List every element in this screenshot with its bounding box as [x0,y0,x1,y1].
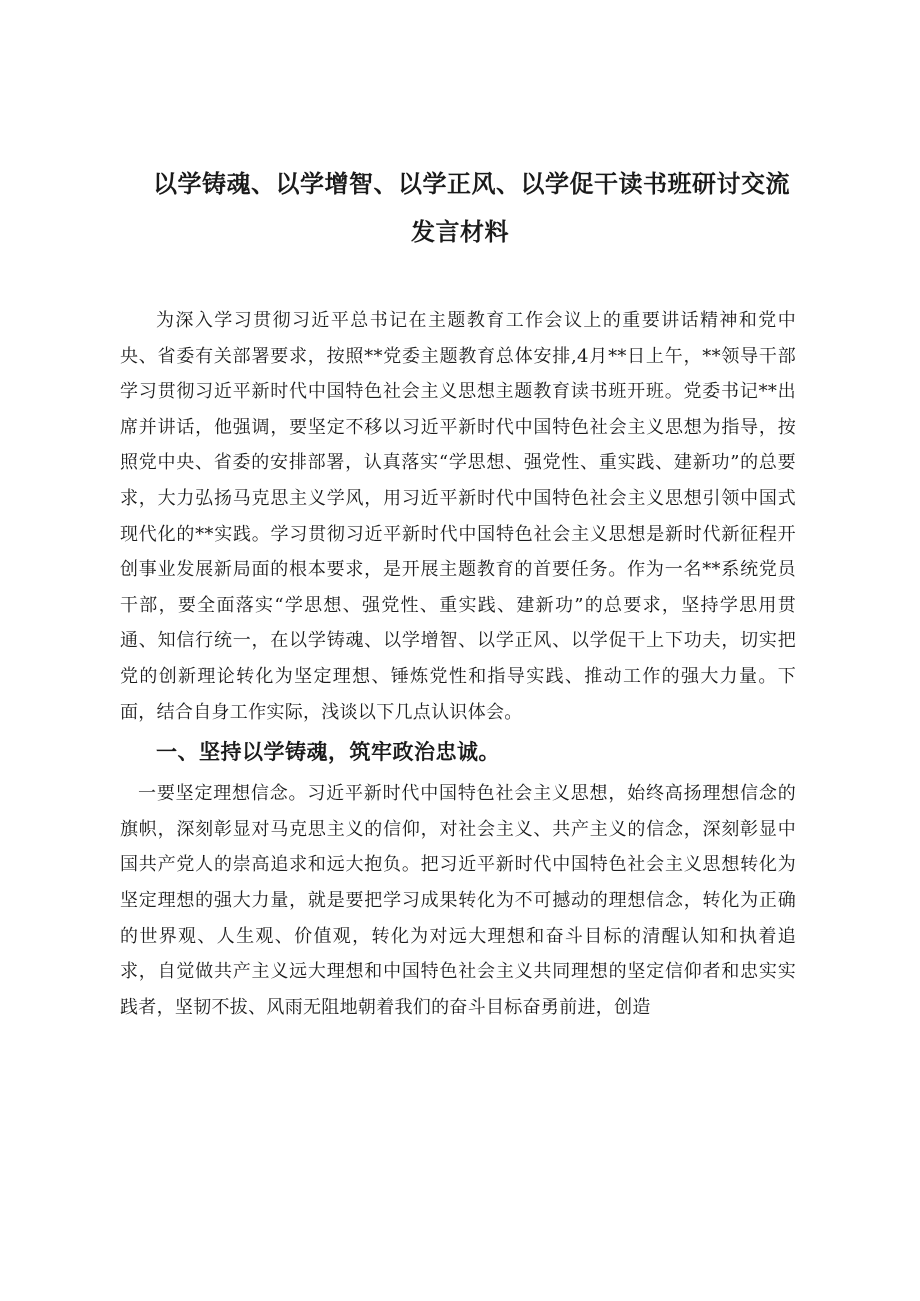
section-1-paragraph: 一要坚定理想信念。习近平新时代中国特色社会主义思想，始终高扬理想信念的旗帜，深刻彰显对马克思主义的信仰，对社会主义、共产主义的信念，深刻彰显中国共产党人的崇高追求和远大抱负。把习近平新时代中国特色社会主义思想转化为坚定理想的强大力量，就是要把学习成果转化为不可撼动的理想信念，转化为正确的世界观、人生观、价值观，转化为对远大理想和奋斗目标的清醒认知和执着追求，自觉做共产主义远大理想和中国特色社会主义共同理想的坚定信仰者和忠实实践者，坚韧不拔、风雨无阻地朝着我们的奋斗目标奋勇前进，创造 [120,783,796,1018]
title-line-2: 发言材料 [411,218,509,246]
document-body [120,303,796,1025]
intro-paragraph: 为深入学习贯彻习近平总书记在主题教育工作会议上的重要讲话精神和党中央、省委有关部署要求，按照**党委主题教育总体安排,4月**日上午，**领导干部学习贯彻习近平新时代中国特色社会主义思想主题教育读书班开班。党委书记**出席并讲话，他强调，要坚定不移以习近平新时代中国特色社会主义思想为指导，按照党中央、省委的安排部署，认真落实“学思想、强党性、重实践、建新功”的总要求，大力弘扬马克思主义学风，用习近平新时代中国特色社会主义思想引领中国式现代化的**实践。学习贯彻习近平新时代中国特色社会主义思想是新时代新征程开创事业发展新局面的根本要求，是开展主题教育的首要任务。作为一名**系统党员干部，要全面落实“学思想、强党性、重实践、建新功”的总要求，坚持学思用贯通、知信行统一，在以学铸魂、以学增智、以学正风、以学促干上下功夫，切实把党的创新理论转化为坚定理想、锤炼党性和指导实践、推动工作的强大力量。下面，结合自身工作实际，浅谈以下几点认识体会。 [120,310,796,723]
title-line-1: 以学铸魂、以学增智、以学正风、以学促干读书班研讨交流 [153,170,790,198]
document-title [100,160,820,256]
section-heading-1: 一、坚持以学铸魂，筑牢政治忠诚。 [156,740,500,765]
